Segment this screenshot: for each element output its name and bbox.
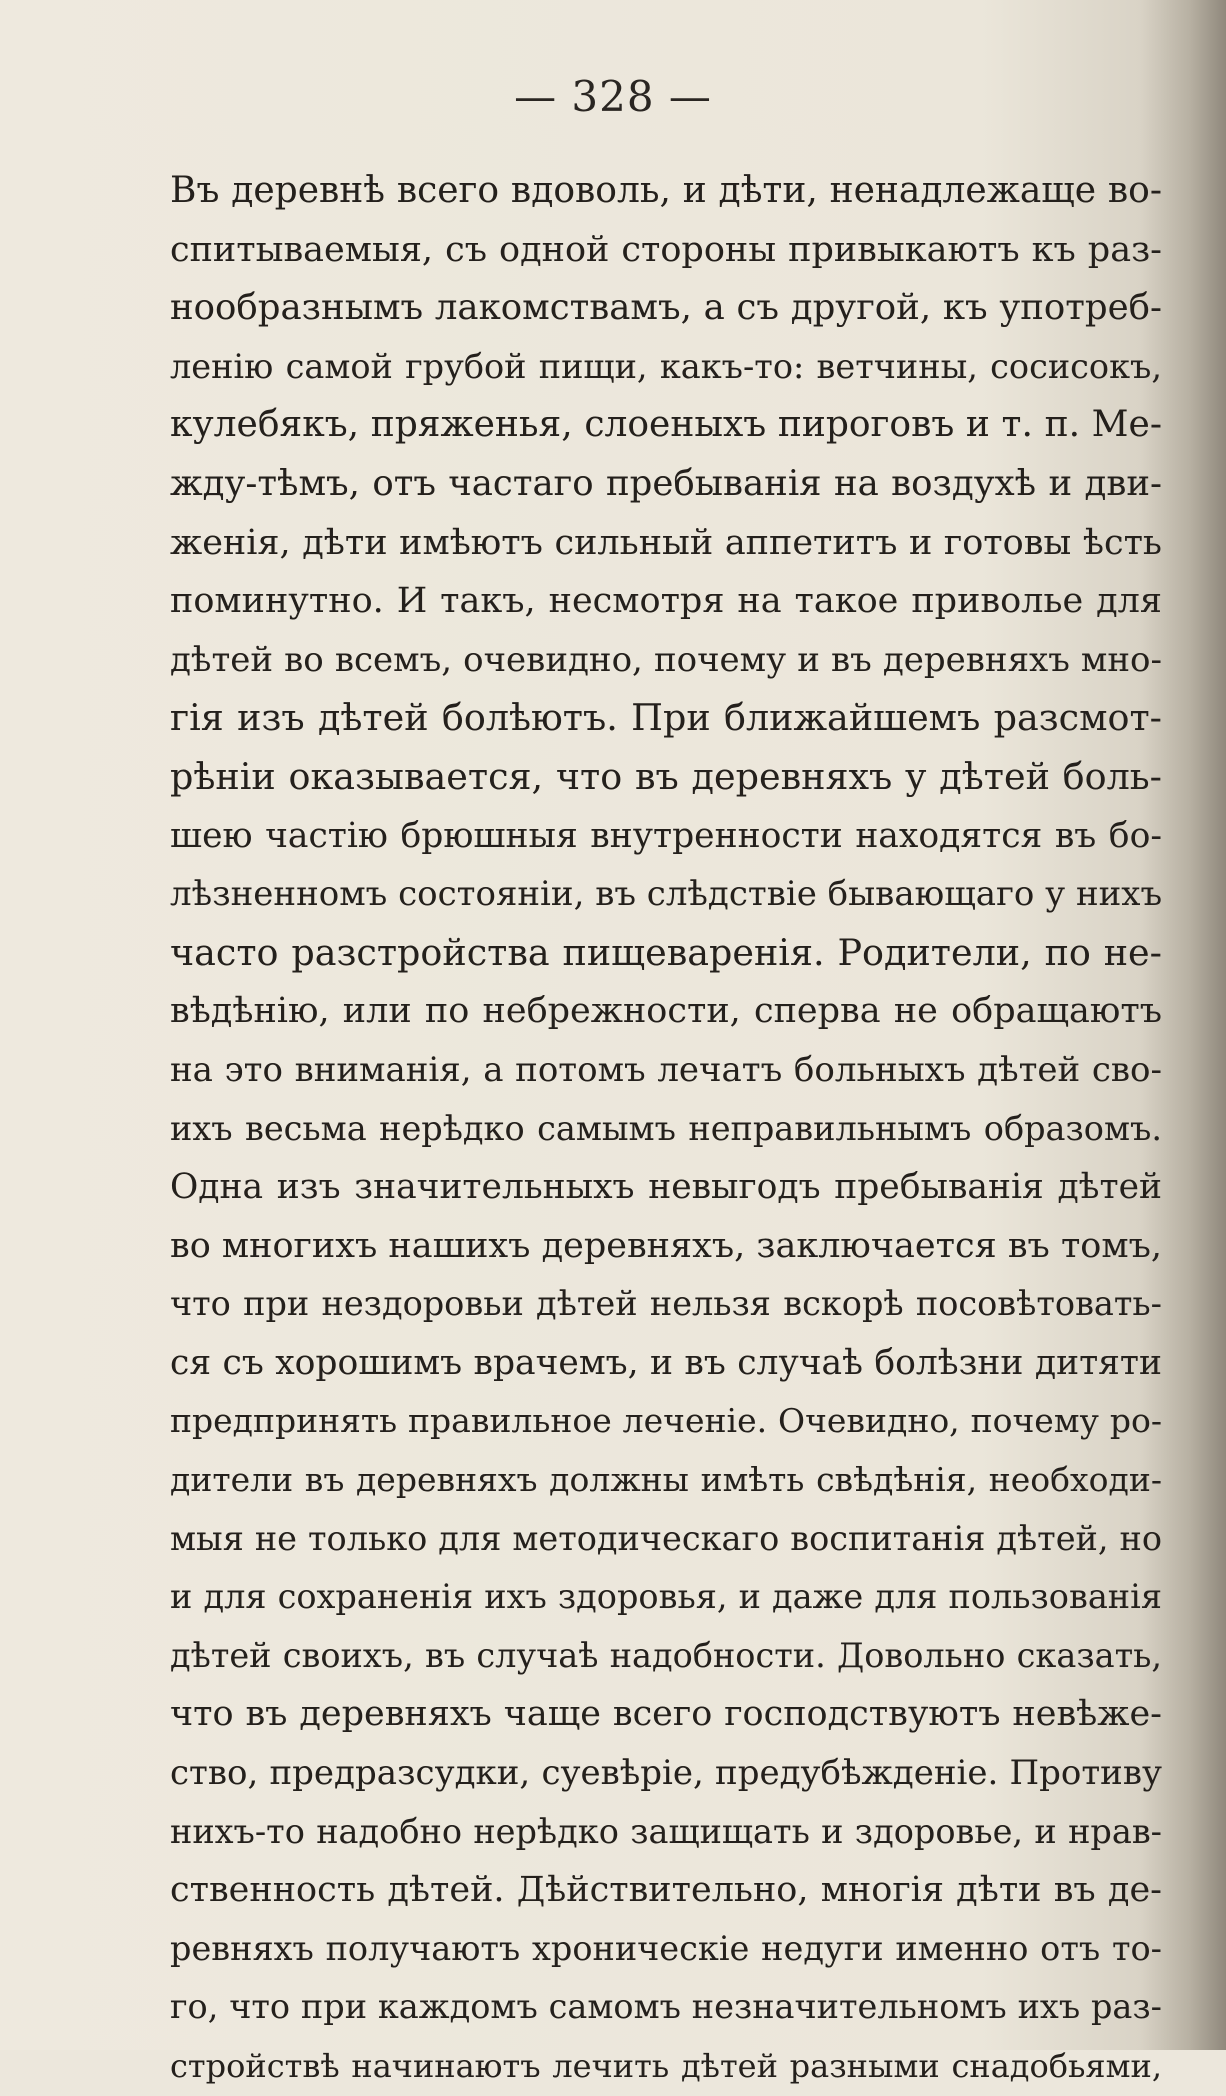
text-line: женія, дѣти имѣютъ сильный аппетитъ и готовы ѣсть [170, 522, 1162, 563]
text-line: часто разстройства пищеваренія. Родители, по не- [170, 930, 1162, 974]
text-line: дители въ деревняхъ должны имѣть свѣдѣнія, необходи- [170, 1460, 1162, 1500]
text-line: нообразнымъ лакомствамъ, а съ другой, къ употреб- [170, 287, 1162, 329]
text-line: лѣзненномъ состояніи, въ слѣдствіе бывающаго у нихъ [170, 874, 1163, 915]
text-line: ся съ хорошимъ врачемъ, и въ случаѣ болѣзни дитяти [170, 1342, 1162, 1383]
text-line: ство, предразсудки, суевѣріе, предубѣжденіе. Противу [170, 1753, 1162, 1794]
page-number: — 328 — [514, 72, 712, 121]
text-line: ревняхъ получаютъ хроническіе недуги именно отъ то- [170, 1928, 1162, 1968]
text-line: мыя не только для методическаго воспитанія дѣтей, но [170, 1518, 1162, 1558]
text-line: что въ деревняхъ чаще всего господствуютъ невѣже- [170, 1694, 1162, 1735]
text-line: нихъ-то надобно нерѣдко защищать и здоровье, и нрав- [170, 1811, 1162, 1851]
text-line: поминутно. И такъ, несмотря на такое приволье для [170, 581, 1162, 622]
text-line: спитываемыя, съ одной стороны привыкаютъ къ раз- [170, 229, 1162, 270]
text-line: гія изъ дѣтей болѣютъ. При ближайшемъ разсмот- [170, 696, 1162, 740]
text-line: ственность дѣтей. Дѣйствительно, многія дѣти въ де- [170, 1870, 1162, 1911]
text-line: стройствѣ начинаютъ лечить дѣтей разными снадобьями, [170, 2047, 1162, 2085]
text-line: ленію самой грубой пищи, какъ-то: ветчины, сосисокъ, [170, 346, 1162, 386]
text-line: Одна изъ значительныхъ невыгодъ пребыванія дѣтей [170, 1167, 1162, 1208]
text-line: предпринять правильное леченіе. Очевидно, почему ро- [170, 1401, 1162, 1441]
text-line: ихъ весьма нерѣдко самымъ неправильнымъ образомъ. [170, 1108, 1162, 1148]
text-line: го, что при каждомъ самомъ незначительномъ ихъ раз- [170, 1987, 1162, 2027]
text-line: на это вниманія, а потомъ лечатъ больныхъ дѣтей сво- [170, 1049, 1162, 1090]
text-line: и для сохраненія ихъ здоровья, и даже для пользованія [170, 1577, 1162, 1617]
text-line: кулебякъ, пряженья, слоеныхъ пироговъ и т. п. Ме- [170, 404, 1162, 446]
text-line: вѣдѣнію, или по небрежности, сперва не обращаютъ [170, 991, 1162, 1032]
text-line: дѣтей во всемъ, очевидно, почему и въ деревняхъ мно- [170, 639, 1162, 680]
text-line: Въ деревнѣ всего вдоволь, и дѣти, ненадлежаще во- [170, 170, 1162, 211]
text-line: дѣтей своихъ, въ случаѣ надобности. Довольно сказать, [170, 1635, 1162, 1675]
text-line: жду-тѣмъ, отъ частаго пребыванія на воздухѣ и дви- [170, 462, 1162, 504]
body-text [170, 162, 1162, 2096]
text-line: рѣніи оказывается, что въ деревняхъ у дѣтей боль- [170, 754, 1162, 798]
text-line: шею частію брюшныя внутренности находятся въ бо- [170, 815, 1162, 856]
text-line: во многихъ нашихъ деревняхъ, заключается въ томъ, [170, 1225, 1162, 1266]
text-line: что при нездоровьи дѣтей нельзя вскорѣ посовѣтовать- [170, 1284, 1162, 1324]
